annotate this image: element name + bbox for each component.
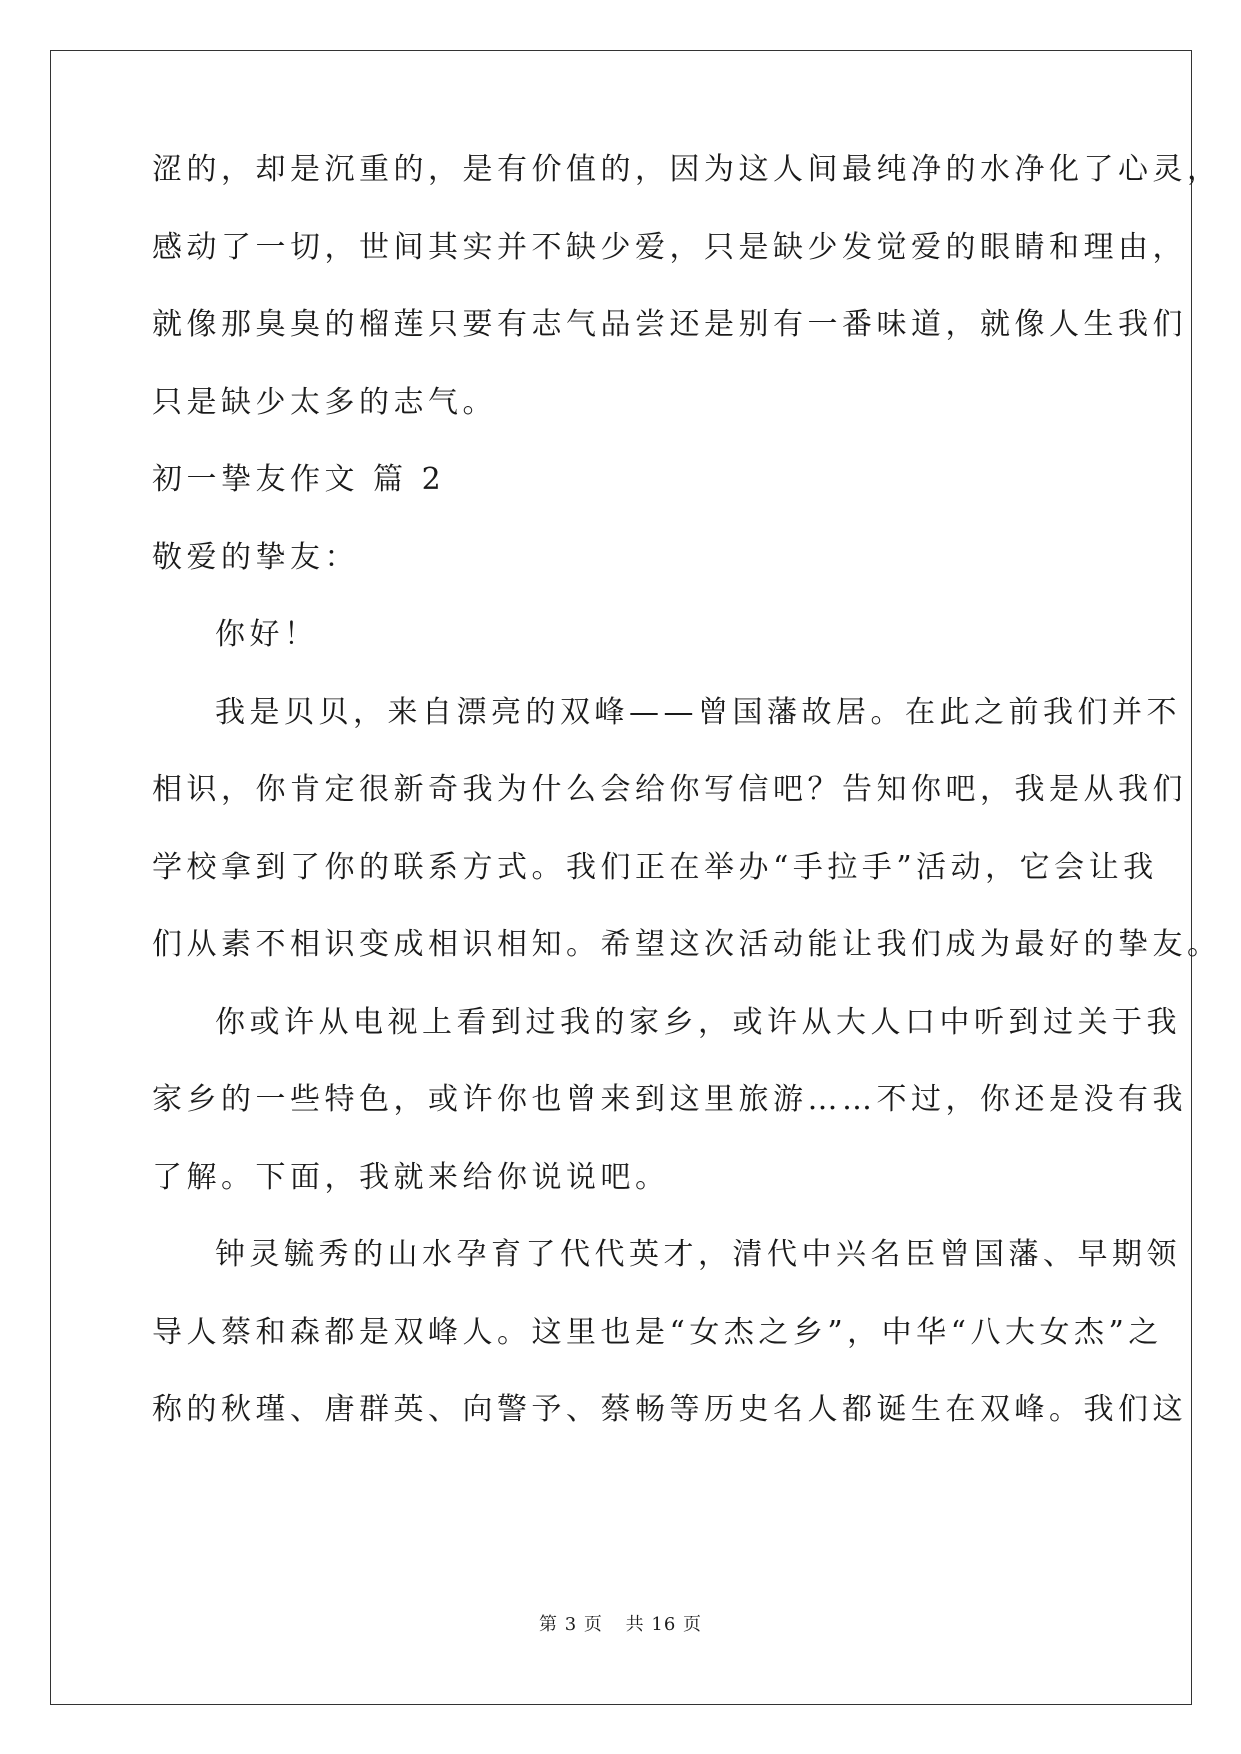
letter-greeting: 你好！	[215, 617, 319, 652]
body-line: 就像那臭臭的榴莲只要有志气品尝还是别有一番味道，就像人生我们	[152, 307, 1187, 342]
body-line: 了解。下面，我就来给你说说吧。	[152, 1160, 670, 1195]
body-line: 导人蔡和森都是双峰人。这里也是“女杰之乡”，中华“八大女杰”之	[152, 1315, 1163, 1350]
letter-salutation: 敬爱的挚友：	[152, 540, 359, 575]
section-heading: 初一挚友作文 篇 2	[152, 462, 446, 497]
page-number-total: 共 16 页	[625, 1614, 702, 1635]
body-line: 们从素不相识变成相识相知。希望这次活动能让我们成为最好的挚友。	[152, 927, 1222, 962]
page-number-current: 第 3 页	[539, 1614, 603, 1635]
body-line: 我是贝贝，来自漂亮的双峰——曾国藩故居。在此之前我们并不	[215, 695, 1181, 730]
body-line: 涩的，却是沉重的，是有价值的，因为这人间最纯净的水净化了心灵，	[152, 152, 1222, 187]
body-line: 相识，你肯定很新奇我为什么会给你写信吧？告知你吧，我是从我们	[152, 772, 1187, 807]
body-line: 只是缺少太多的志气。	[152, 385, 497, 420]
body-line: 你或许从电视上看到过我的家乡，或许从大人口中听到过关于我	[215, 1005, 1181, 1040]
body-line: 家乡的一些特色，或许你也曾来到这里旅游……不过，你还是没有我	[152, 1082, 1187, 1117]
page-footer	[0, 1610, 1241, 1636]
body-line: 感动了一切，世间其实并不缺少爱，只是缺少发觉爱的眼睛和理由，	[152, 230, 1187, 265]
body-line: 学校拿到了你的联系方式。我们正在举办“手拉手”活动，它会让我	[152, 850, 1158, 885]
body-line: 钟灵毓秀的山水孕育了代代英才，清代中兴名臣曾国藩、早期领	[215, 1237, 1181, 1272]
body-line: 称的秋瑾、唐群英、向警予、蔡畅等历史名人都诞生在双峰。我们这	[152, 1392, 1187, 1427]
